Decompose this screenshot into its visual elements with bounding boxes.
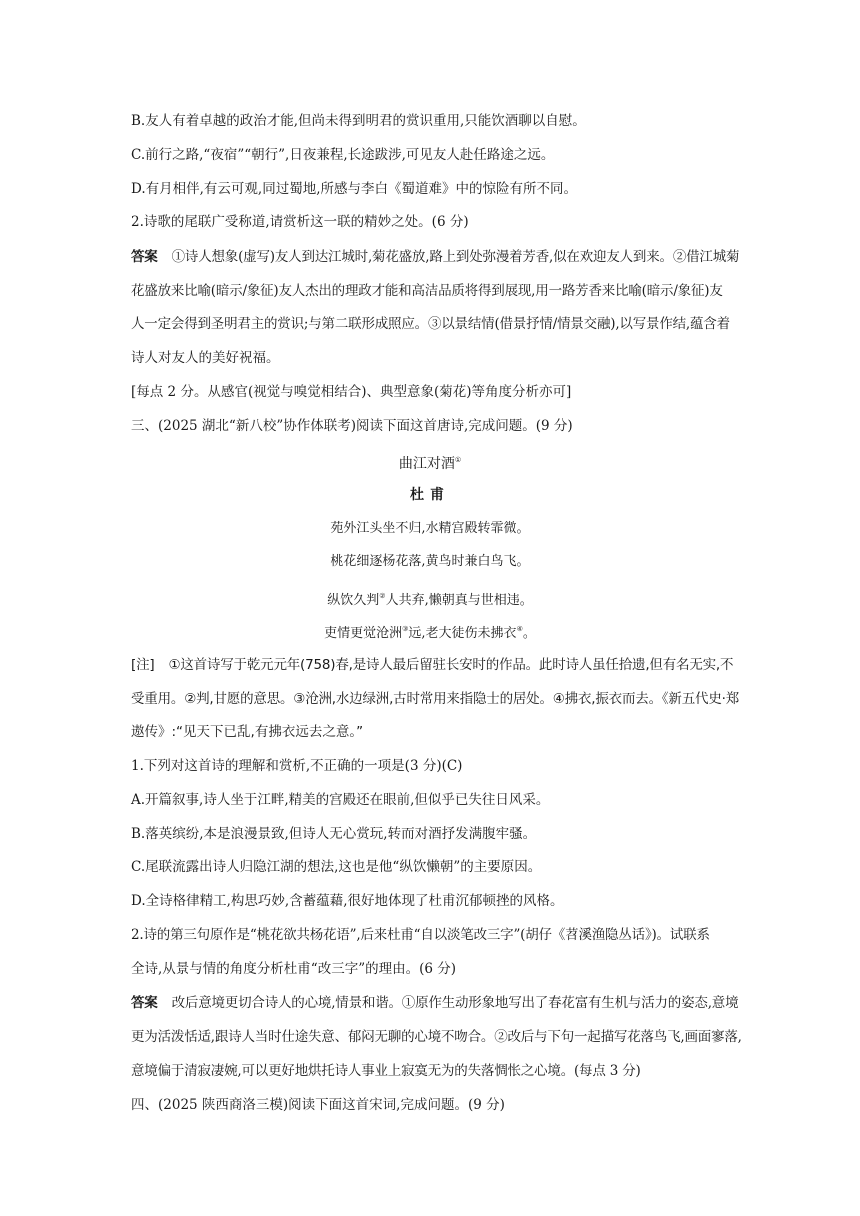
answer-line: [131, 248, 739, 266]
answer-label: 答案: [131, 249, 158, 265]
notes-text: ①这首诗写于乾元元年(758)春,是诗人最后留驻长安时的作品。此时诗人虽任拾遗,但有名无实,不: [168, 657, 734, 673]
answer-line: [131, 994, 738, 1012]
poem-line: 苑外江头坐不归,水精宫殿转霏微。: [330, 521, 530, 536]
answer-line: 意境偏于清寂凄婉,可以更好地烘托诗人事业上寂寞无为的失落惆怅之心境。(每点 3 分): [131, 1063, 641, 1079]
note-marker: ③: [402, 625, 409, 633]
poem-title-note-marker: ①: [454, 456, 462, 464]
notes-line: 遨传》:“见天下已乱,有拂衣远去之意。”: [131, 724, 364, 740]
poem-line: [0, 587, 860, 610]
answer-line: 诗人对友人的美好祝福。: [131, 350, 280, 366]
answer-line: 更为活泼恬适,跟诗人当时仕途失意、郁闷无聊的心境不吻合。②改后与下句一起描写花落鸟飞,画面寥落,: [131, 1029, 742, 1045]
answer-line: 花盛放来比喻(暗示/象征)友人杰出的理政才能和高洁品质将得到展现,用一路芳香来比喻(暗示/象征)友: [131, 283, 723, 299]
answer-text: 改后意境更切合诗人的心境,情景和谐。①原作生动形象地写出了春花富有生机与活力的姿态,意境: [171, 995, 739, 1011]
poem-line-part: 。: [522, 626, 536, 641]
answer-line: 人一定会得到圣明君主的赏识;与第二联形成照应。③以景结情(借景抒情/情景交融),以写景作结,蕴含着: [131, 316, 730, 332]
option-b: B.落英缤纷,本是浪漫景致,但诗人无心赏玩,转而对酒抒发满腹牢骚。: [131, 826, 537, 842]
notes-line: 受重用。②判,甘愿的意思。③沧洲,水边绿洲,古时常用来指隐士的居处。④拂衣,振衣而去。《新五代史·郑: [131, 691, 740, 707]
question-1: 1.下列对这首诗的理解和赏析,不正确的一项是(3 分)(C): [131, 758, 463, 774]
poem-line-part: 远,老大徒伤未拂衣: [408, 626, 517, 641]
option-c: C.尾联流露出诗人归隐江湖的想法,这也是他“纵饮懒朝”的主要原因。: [131, 859, 542, 875]
poem-title-text: 曲江对酒: [398, 456, 455, 472]
section-4-heading: 四、(2025 陕西商洛三模)阅读下面这首宋词,完成问题。(9 分): [131, 1097, 505, 1113]
poem-line-part: 人共弃,懒朝真与世相违。: [385, 593, 533, 608]
option-c: C.前行之路,“夜宿”“朝行”,日夜兼程,长途跋涉,可见友人赴任路途之远。: [131, 147, 555, 163]
option-a: A.开篇叙事,诗人坐于江畔,精美的宫殿还在眼前,但似乎已失往日风采。: [131, 792, 550, 808]
notes-label: [注]: [131, 657, 155, 673]
answer-label: 答案: [131, 995, 158, 1011]
poem-line: 桃花细逐杨花落,黄鸟时兼白鸟飞。: [330, 554, 530, 569]
option-d: D.有月相伴,有云可观,同过蜀地,所感与李白《蜀道难》中的惊险有所不同。: [131, 181, 578, 197]
poem-line: [0, 620, 860, 643]
notes-line: [131, 656, 733, 674]
poem-author: 杜甫: [410, 487, 450, 503]
option-d: D.全诗格律精工,构思巧妙,含蓄蕴藉,很好地体现了杜甫沉郁顿挫的风格。: [131, 893, 564, 909]
note-marker: ②: [379, 592, 386, 600]
answer-text: ①诗人想象(虚写)友人到达江城时,菊花盛放,路上到处弥漫着芳香,似在欢迎友人到来。②借江城菊: [171, 249, 740, 265]
poem-title: [0, 451, 860, 473]
section-3-heading: 三、(2025 湖北“新八校”协作体联考)阅读下面这首唐诗,完成问题。(9 分): [131, 418, 573, 434]
scoring-note: [每点 2 分。从感官(视觉与嗅觉相结合)、典型意象(菊花)等角度分析亦可]: [131, 384, 572, 400]
poem-line-part: 纵饮久判: [327, 593, 380, 608]
note-marker: ④: [516, 625, 523, 633]
question-2: 全诗,从景与情的角度分析杜甫“改三字”的理由。(6 分): [131, 961, 457, 977]
question-2: 2.诗歌的尾联广受称道,请赏析这一联的精妙之处。(6 分): [131, 214, 469, 230]
option-b: B.友人有着卓越的政治才能,但尚未得到明君的赏识重用,只能饮酒聊以自慰。: [131, 113, 586, 129]
question-2: 2.诗的第三句原作是“桃花欲共杨花语”,后来杜甫“自以淡笔改三字”(胡仔《苕溪渔隐丛话》)。试联系: [131, 927, 710, 943]
poem-line-part: 吏情更觉沧洲: [324, 626, 403, 641]
